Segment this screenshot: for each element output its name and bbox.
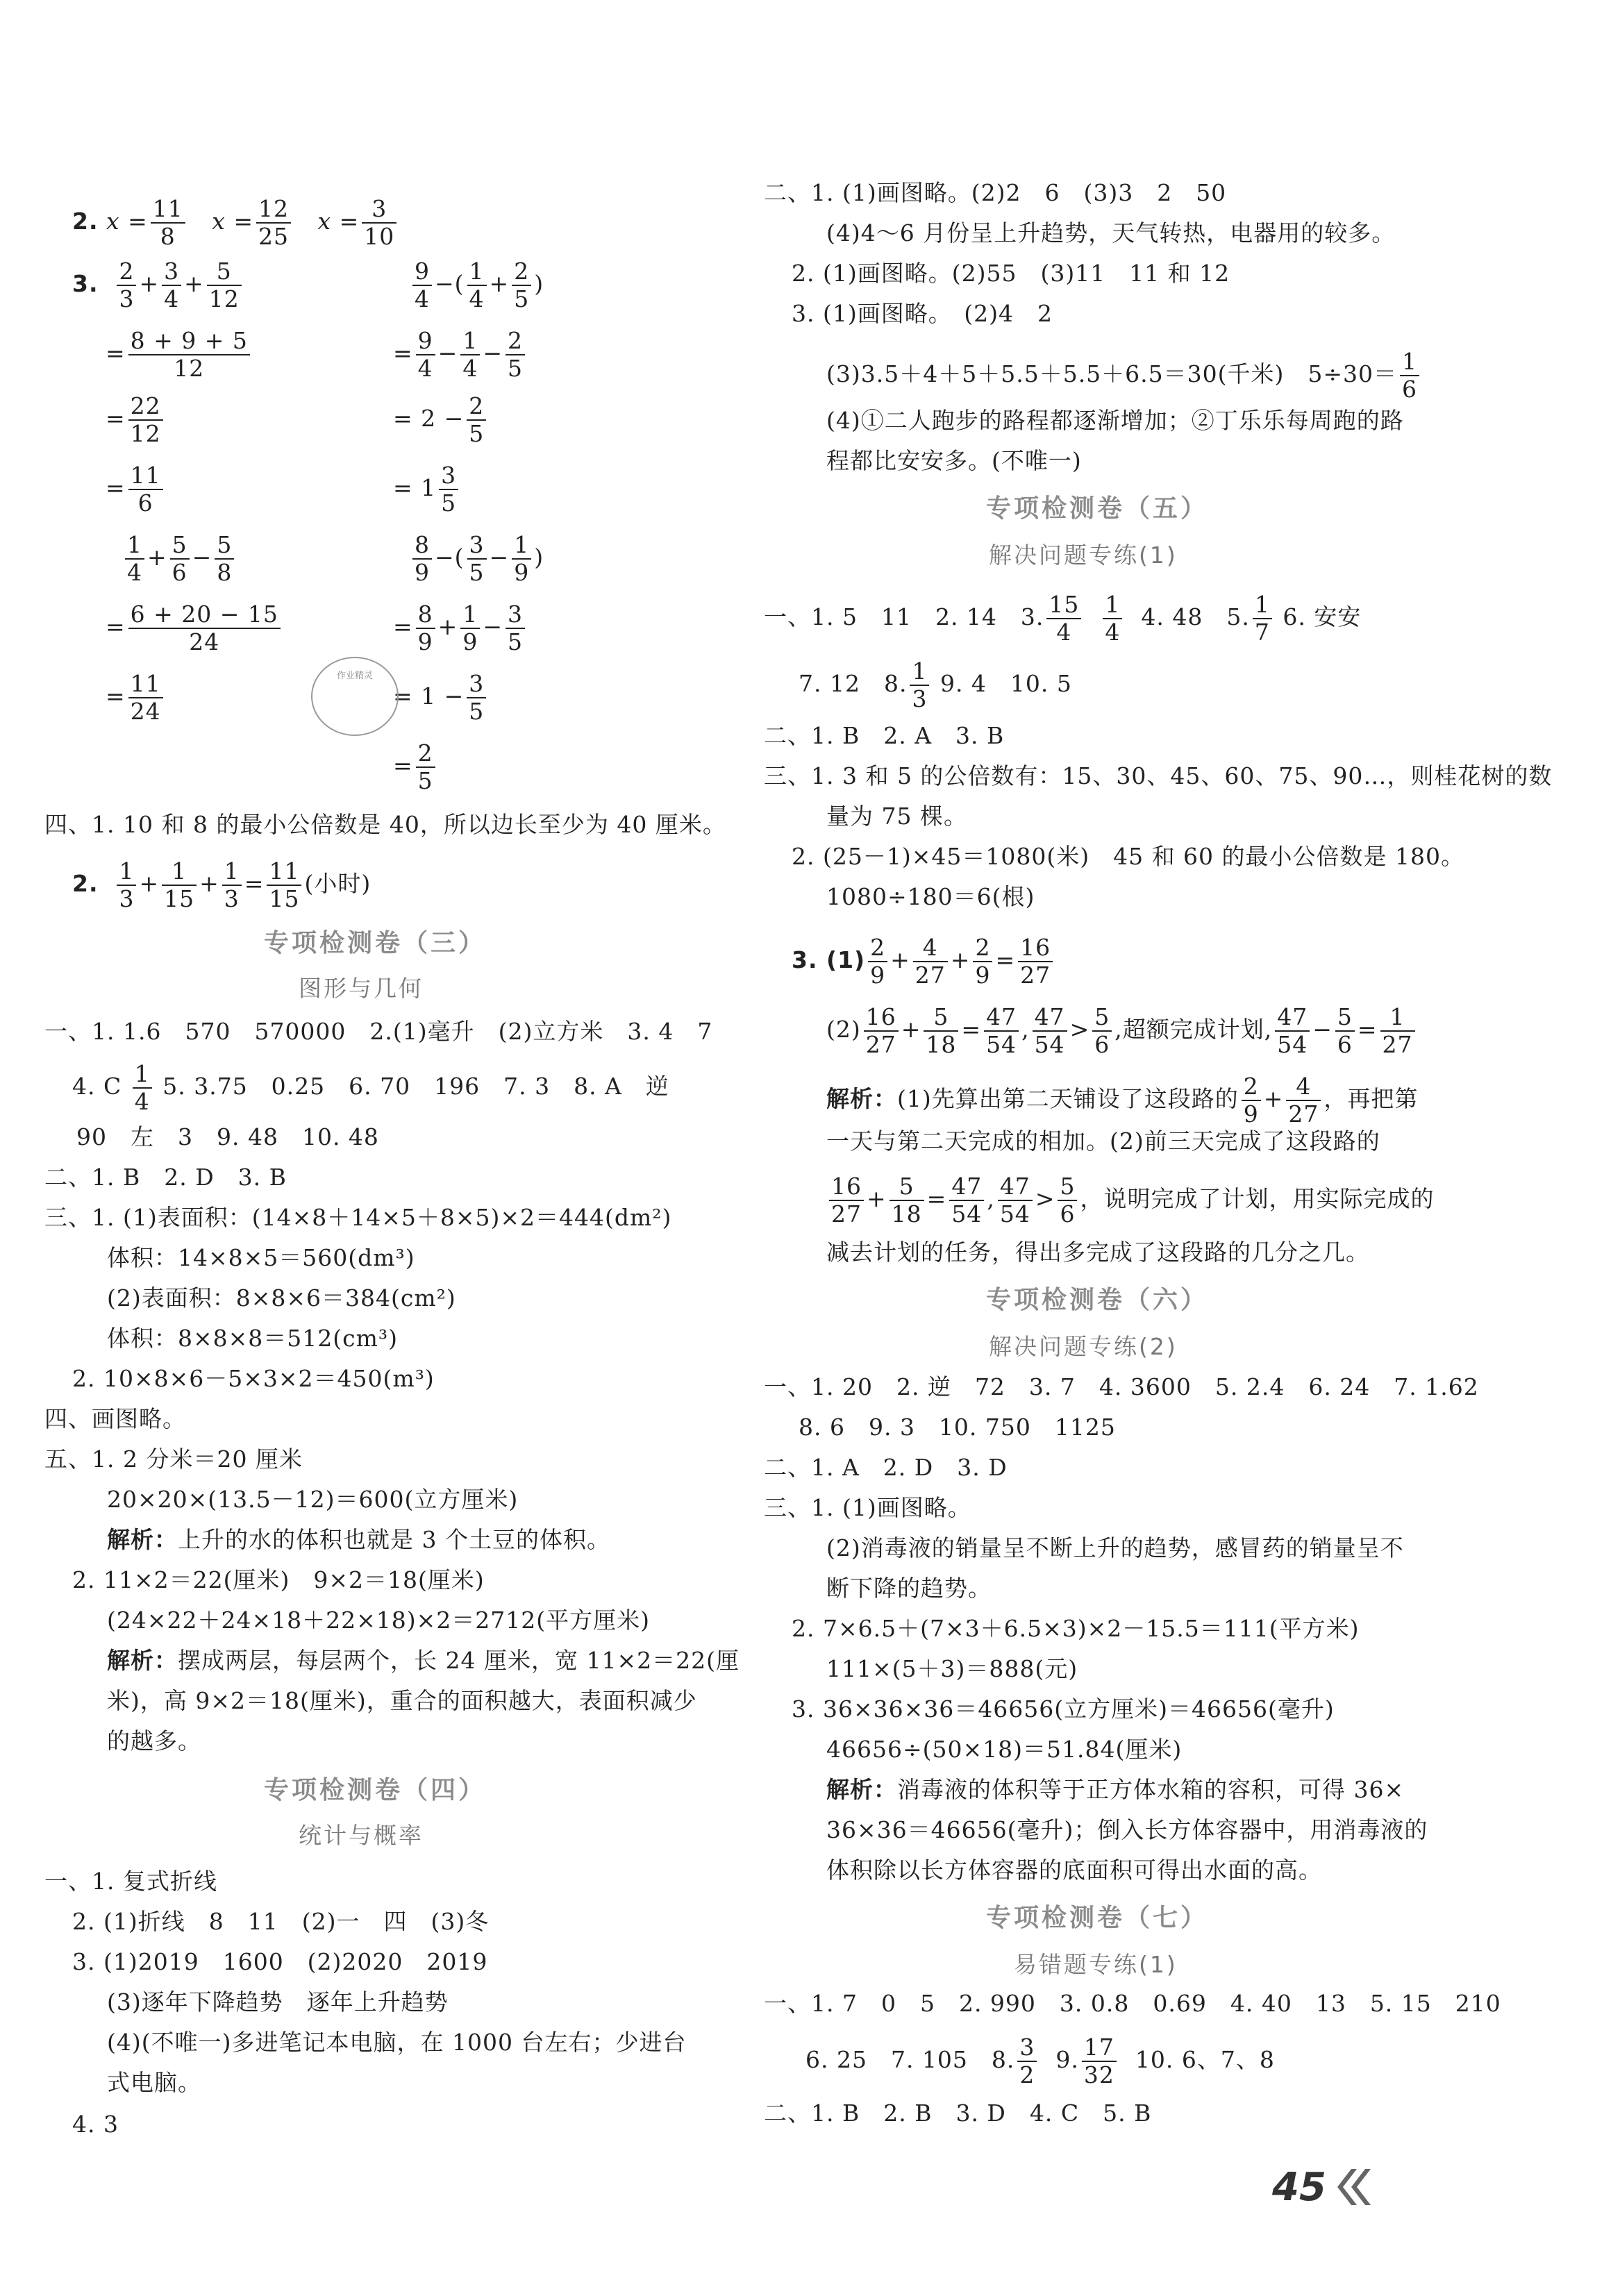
calc-a-line-3: = $\frac{22}{12}$	[106, 393, 166, 447]
r-line-15: 3. (1) $\frac{2}{9}$ + $\frac{4}{27}$ + $\frac{2}{9}$ = $\frac{16}{27}$	[792, 935, 1055, 989]
r-line-20: 减去计划的任务，得出多完成了这段路的几分之几。	[826, 1239, 1369, 1266]
r-line-22: 8. 6 9. 3 10. 750 1125	[799, 1414, 1116, 1441]
r-line-1: 二、1. (1)画图略。(2)2 6 (3)3 2 50	[764, 179, 1227, 206]
page-number: 45	[1272, 2165, 1326, 2210]
r-line-2: (4)4～6 月份呈上升趋势，天气转热，电器用的较多。	[826, 219, 1396, 246]
r-line-12: 量为 75 棵。	[826, 803, 967, 830]
r-line-17: 解析：(1)先算出第二天铺设了这段路的 $\frac{2}{9}$ + $\frac{4}{27}$ ，再把第	[826, 1073, 1419, 1128]
p4-line-4: (3)逐年下降趋势 逐年上升趋势	[107, 1988, 449, 2016]
p4-line-1: 一、1. 复式折线	[44, 1868, 217, 1895]
p3-line-10: 四、画图略。	[44, 1405, 186, 1432]
calc-a-line-4: = $\frac{11}{6}$	[106, 462, 166, 517]
calc-b-line-2: = $\frac{9}{4}$ − $\frac{1}{4}$ − $\frac{2}{5}$	[393, 328, 528, 382]
p4-line-3: 3. (1)2019 1600 (2)2020 2019	[72, 1948, 488, 1975]
answer-2-line: 2. x = $\frac{11}{8}$ x = $\frac{12}{25}$ x = $\frac{3}{10}$	[72, 196, 399, 250]
double-chevron-left-icon	[1332, 2166, 1373, 2208]
section-title-5: 专项检测卷（五）	[986, 494, 1209, 523]
p3-line-1: 一、1. 1.6 570 570000 2.(1)毫升 (2)立方米 3. 4 7	[44, 1018, 713, 1045]
p3-line-5: 三、1. (1)表面积：(14×8＋14×5＋8×5)×2＝444(dm²)	[44, 1204, 672, 1231]
calc-a-line-2: = $\frac{8 + 9 + 5}{12}$	[106, 328, 253, 382]
r-line-14: 1080÷180＝6(根)	[826, 883, 1035, 910]
r-line-27: 2. 7×6.5＋(7×3＋6.5×3)×2－15.5＝111(平方米)	[792, 1615, 1360, 1642]
p3-line-18: 的越多。	[107, 1727, 201, 1754]
p3-line-2: 4. C $\frac{1}{4}$ 5. 3.75 0.25 6. 70 196 7. 3 8. A 逆	[72, 1060, 669, 1115]
r-line-28: 111×(5＋3)＝888(元)	[826, 1655, 1078, 1682]
calc-d-line-2: = $\frac{8}{9}$ + $\frac{1}{9}$ − $\frac{3}{5}$	[393, 601, 528, 655]
r-line-33: 体积除以长方体容器的底面积可得出水面的高。	[826, 1857, 1322, 1884]
section-4-q2: 2. $\frac{1}{3}$ + $\frac{1}{15}$ + $\frac{1}{3}$ = $\frac{11}{15}$ (小时)	[72, 857, 371, 912]
p4-line-2: 2. (1)折线 8 11 (2)一 四 (3)冬	[72, 1908, 490, 1935]
r-line-23: 二、1. A 2. D 3. D	[764, 1454, 1008, 1481]
calc-d-line-4: = $\frac{2}{5}$	[393, 740, 438, 794]
r-line-24: 三、1. (1)画图略。	[764, 1494, 971, 1521]
calc-c-line-1: $\frac{1}{4}$ + $\frac{5}{6}$ − $\frac{5}{8}$	[122, 532, 237, 586]
p3-line-7: (2)表面积：8×8×6＝384(cm²)	[107, 1284, 456, 1312]
p4-line-7: 4. 3	[72, 2111, 119, 2138]
p4-line-6: 式电脑。	[107, 2069, 201, 2096]
r-line-7: 程都比安安多。(不唯一)	[826, 447, 1082, 474]
seal-stamp: 作业精灵	[311, 657, 399, 736]
section-title-4: 专项检测卷（四）	[264, 1776, 487, 1804]
section-title-6: 专项检测卷（六）	[986, 1286, 1209, 1314]
section-title-7: 专项检测卷（七）	[986, 1904, 1209, 1932]
section-subtitle-6: 解决问题专练(2)	[989, 1333, 1178, 1360]
r-line-29: 3. 36×36×36＝46656(立方厘米)＝46656(毫升)	[792, 1695, 1335, 1723]
calc-b-line-4: = 1 $\frac{3}{5}$	[393, 462, 461, 517]
r-line-11: 三、1. 3 和 5 的公倍数有：15、30、45、60、75、90…，则桂花树的数	[764, 762, 1553, 789]
calc-c-line-3: = $\frac{11}{24}$	[106, 671, 166, 725]
p3-line-17: 米)，高 9×2＝18(厘米)，重合的面积越大，表面积减少	[107, 1687, 697, 1714]
r-line-26: 断下降的趋势。	[826, 1575, 992, 1602]
calc-b-line-3: = 2 − $\frac{2}{5}$	[393, 393, 489, 447]
p3-line-3: 90 左 3 9. 48 10. 48	[76, 1123, 379, 1150]
p3-line-14: 2. 11×2＝22(厘米) 9×2＝18(厘米)	[72, 1566, 485, 1593]
r-line-6: (4)①二人跑步的路程都逐渐增加；②丁乐乐每周跑的路	[826, 407, 1404, 434]
r-line-31: 解析：消毒液的体积等于正方体水箱的容积，可得 36×	[826, 1776, 1405, 1803]
p3-line-8: 体积：8×8×8＝512(cm³)	[107, 1325, 399, 1352]
p3-line-12: 20×20×(13.5－12)＝600(立方厘米)	[107, 1486, 519, 1513]
r-line-19: $\frac{16}{27}$ + $\frac{5}{18}$ = $\frac{47}{54}$ , $\frac{47}{54}$ > $\frac{5}{6}$ ，说明完成了计划，用实际完成的	[826, 1173, 1434, 1227]
r-line-13: 2. (25－1)×45＝1080(米) 45 和 60 的最小公倍数是 180。	[792, 843, 1465, 870]
p3-line-9: 2. 10×8×6－5×3×2＝450(m³)	[72, 1365, 435, 1392]
r-line-16: (2) $\frac{16}{27}$ + $\frac{5}{18}$ = $\frac{47}{54}$ , $\frac{47}{54}$ > $\frac{5}{6}$ ,超额完成计划, $\frac{47}{54}$ − $\frac{5}{6}$ = $\frac{1}{27}$	[826, 1004, 1418, 1058]
calc-a-line-1: 3. $\frac{2}{3}$ + $\frac{3}{4}$ + $\frac{5}{12}$	[72, 258, 244, 312]
section-subtitle-7: 易错题专练(1)	[1014, 1951, 1178, 1978]
r-line-32: 36×36＝46656(毫升)；倒入长方体容器中，用消毒液的	[826, 1816, 1428, 1843]
r-line-35: 6. 25 7. 105 8. $\frac{3}{2}$ 9. $\frac{17}{32}$ 10. 6、7、8	[805, 2034, 1275, 2088]
p3-line-6: 体积：14×8×5＝560(dm³)	[107, 1244, 415, 1271]
calc-b-line-1: $\frac{9}{4}$ −( $\frac{1}{4}$ + $\frac{2}{5}$ )	[410, 258, 544, 312]
r-line-8: 一、1. 5 11 2. 14 3. $\frac{15}{4}$ $\frac{1}{4}$ 4. 48 5. $\frac{1}{7}$ 6. 安安	[764, 591, 1362, 646]
section-4-q1: 四、1. 10 和 8 的最小公倍数是 40，所以边长至少为 40 厘米。	[44, 811, 726, 838]
r-line-3: 2. (1)画图略。(2)55 (3)11 11 和 12	[792, 260, 1230, 287]
r-line-30: 46656÷(50×18)＝51.84(厘米)	[826, 1736, 1183, 1763]
p3-line-4: 二、1. B 2. D 3. B	[44, 1164, 287, 1191]
p3-line-16: 解析：摆成两层，每层两个，长 24 厘米，宽 11×2＝22(厘	[107, 1647, 740, 1674]
r-line-25: (2)消毒液的销量呈不断上升的趋势，感冒药的销量呈不	[826, 1534, 1404, 1561]
calc-c-line-2: = $\frac{6 + 20 - 15}{24}$	[106, 601, 283, 655]
r-line-4: 3. (1)画图略。 (2)4 2	[792, 300, 1053, 327]
r-line-18: 一天与第二天完成的相加。(2)前三天完成了这段路的	[826, 1128, 1380, 1155]
r-line-9: 7. 12 8. $\frac{1}{3}$ 9. 4 10. 5	[799, 657, 1072, 712]
section-subtitle-4: 统计与概率	[299, 1822, 424, 1849]
p3-line-11: 五、1. 2 分米＝20 厘米	[44, 1446, 303, 1473]
r-line-5: (3)3.5＋4＋5＋5.5＋5.5＋6.5＝30(千米) 5÷30＝ $\frac{1}{6}$	[826, 349, 1422, 403]
calc-d-line-1: $\frac{8}{9}$ −( $\frac{3}{5}$ − $\frac{1}{9}$ )	[410, 532, 544, 586]
section-subtitle-5: 解决问题专练(1)	[989, 542, 1178, 569]
r-line-10: 二、1. B 2. A 3. B	[764, 722, 1005, 749]
p3-line-13: 解析：上升的水的体积也就是 3 个土豆的体积。	[107, 1526, 610, 1553]
section-subtitle-3: 图形与几何	[299, 975, 424, 1002]
calc-d-line-3: = 1 − $\frac{3}{5}$	[393, 671, 489, 725]
p3-line-15: (24×22＋24×18＋22×18)×2＝2712(平方厘米)	[107, 1607, 651, 1634]
section-title-3: 专项检测卷（三）	[264, 929, 487, 957]
p4-line-5: (4)(不唯一)多进笔记本电脑，在 1000 台左右；少进台	[107, 2029, 687, 2056]
r-line-36: 二、1. B 2. B 3. D 4. C 5. B	[764, 2100, 1152, 2127]
r-line-34: 一、1. 7 0 5 2. 990 3. 0.8 0.69 4. 40 13 5. 15 210	[764, 1990, 1501, 2017]
r-line-21: 一、1. 20 2. 逆 72 3. 7 4. 3600 5. 2.4 6. 24 7. 1.62	[764, 1373, 1479, 1400]
